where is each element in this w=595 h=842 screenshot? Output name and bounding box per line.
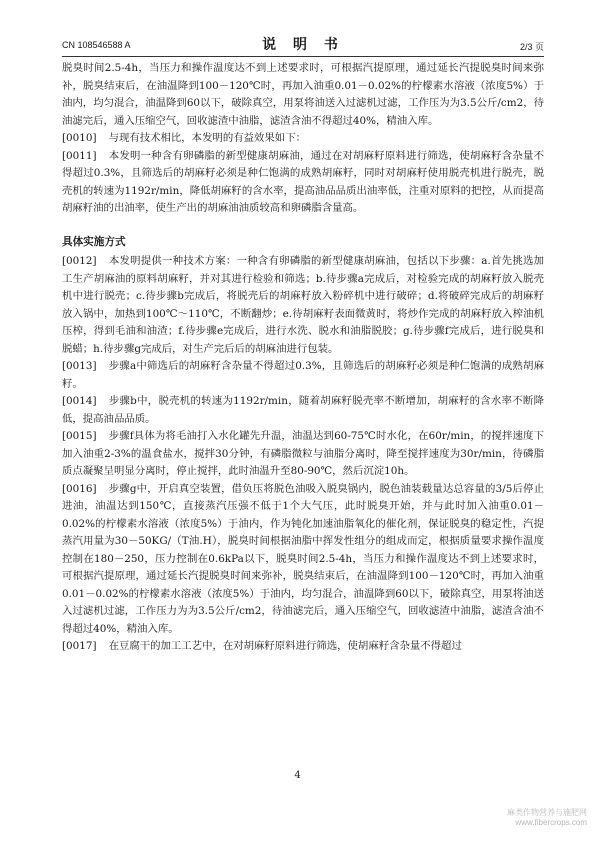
paragraph-text: 步骤b中，脱壳机的转速为1192r/min，随着胡麻籽脱壳率不断增加，胡麻籽的含水率不断降低，提高油品品质。	[62, 395, 544, 425]
numbered-paragraph	[62, 481, 544, 639]
paragraph-text: 步骤a中筛选后的胡麻籽含杂量不得超过0.3%，且筛选后的胡麻籽必须是种仁饱满的成熟胡麻籽。	[62, 360, 544, 390]
intro-paragraph: 脱臭时间2.5-4h，当压力和操作温度达不到上述要求时，可根据汽提原理，通过延长汽提脱臭时间来弥补，脱臭结束后，在油温降到100－120℃时，再加入油重0.01－0.02%的柠檬素水溶液（浓度5%）于油内，均匀混合，油温降到60以下，破除真空，用泵将油送入过滤机过滤，工作压为为3.5公斤/cm2，待油滤完后，通入压缩空气，回收滤渣中油脂，滤渣含油不得超过40%，精油入库。	[62, 62, 544, 127]
page-indicator: 2/3 页	[519, 42, 544, 52]
paragraph-group-embodiment	[62, 253, 544, 656]
paragraph-number: [0012]	[62, 255, 97, 267]
patent-number: CN 108546588 A	[62, 40, 131, 50]
watermark-line-1: 麻类作物营养与施肥网	[507, 808, 587, 817]
paragraph-text: 与现有技术相比，本发明的有益效果如下：	[108, 132, 306, 144]
page-number: 4	[294, 770, 301, 781]
paragraph-number: [0014]	[62, 395, 97, 407]
paragraph-text: 步骤f具体为将毛油打入水化罐先升温，油温达到60-75℃时水化，在60r/min，的搅拌速度下加入油重2-3%的温食盐水，搅拌30分钟，有磷脂微粒与油脂分离时，降至搅拌速度为30r/min，待磷脂质点凝聚呈明显分离时，停止搅拌，此时油温升至80-90℃，然后沉淀10h。	[62, 430, 544, 477]
numbered-paragraph	[62, 358, 544, 393]
paragraph-number: [0011]	[62, 149, 97, 162]
paragraph-text: 本发明提供一种技术方案：一种含有卵磷脂的新型健康胡麻油，包括以下步骤：a.首先挑选加工生产胡麻油的原料胡麻籽，并对其进行检验和筛选；b.待步骤a完成后，对检验完成的胡麻籽放入脱壳机中进行脱壳；c.待步骤b完成后，将脱壳后的胡麻籽放入粉碎机中进行破碎；d.将破碎完成后的胡麻籽放入锅中，加热到100℃～110℃，不断翻炒；e.待胡麻籽表面微黄时，将炒作完成的胡麻籽放入榨油机压榨，得到毛油和油渣；f.待步骤e完成后，进行水洗、脱水和油脂脱胶；g.待步骤f完成后，进行脱臭和脱蜡；h.待步骤g完成后，对生产完后后的胡麻油进行包装。	[62, 255, 544, 355]
paragraph-group-advantages	[62, 130, 544, 218]
paragraph-number: [0016]	[62, 482, 97, 495]
page-header	[62, 30, 544, 52]
paragraph-number: [0015]	[62, 430, 97, 442]
document-title: 说 明 书	[262, 37, 344, 53]
site-watermark	[507, 808, 587, 828]
paragraph-text: 本发明一种含有卵磷脂的新型健康胡麻油，通过在对胡麻籽原料进行筛选，使胡麻籽含杂量不得超过0.3%，且筛选后的胡麻籽必须是种仁饱满的成熟胡麻籽，同时对胡麻籽使用脱壳机进行脱壳，脱壳机的转速为1192r/min，降低胡麻籽的含水率，提高油品品质出油率低，注重对原料的把控，从而提高胡麻籽油的出油率，使生产出的胡麻油油质较高和卵磷脂含量高。	[62, 149, 544, 214]
numbered-paragraph	[62, 148, 544, 218]
paragraph-number: [0013]	[62, 360, 97, 372]
paragraph-text: 步骤g中，开启真空装置，借负压将脱色油吸入脱臭锅内，脱色油装载量达总容量的3/5后停止进油，油温达到150℃，直接蒸汽压强不低于1个大气压，此时脱臭开始，并与此时加入油重0.01－0.02%的柠檬素水溶液（浓度5%）于油内，作为钝化加速油脂氧化的催化剂，保证脱臭的稳定性，汽提蒸汽用量为30－50KG/（T油.H），脱臭时间根据油脂中挥发性组分的组成而定，根据质量要求操作温度控制在180－250，压力控制在0.6kPa以下，脱臭时间2.5-4h，当压力和操作温度达不到上述要求时，可根据汽提原理，通过延长汽提脱臭时间来弥补，脱臭结束后，在油温降到100－120℃时，再加入油重0.01－0.02%的柠檬素水溶液（浓度5%）于油内，均匀混合，油温降到60以下，破除真空，用泵将油送入过滤机过滤，工作压力为为3.5公斤/cm2，待油滤完后，通入压缩空气，回收滤渣中油脂，滤渣含油不得超过40%，精油入库。	[62, 482, 544, 635]
numbered-paragraph	[62, 428, 544, 481]
document-body	[62, 60, 544, 656]
header-divider	[62, 56, 544, 57]
numbered-paragraph	[62, 393, 544, 428]
section-heading: 具体实施方式	[62, 235, 126, 248]
paragraph-text: 在豆腐干的加工工艺中，在对胡麻籽原料进行筛选，使胡麻籽含杂量不得超过	[108, 640, 462, 652]
numbered-paragraph	[62, 253, 544, 358]
numbered-paragraph	[62, 130, 544, 148]
paragraph-number: [0010]	[62, 132, 97, 144]
paragraph-number: [0017]	[62, 640, 97, 652]
watermark-line-2: www.fibercrops.com	[515, 818, 587, 827]
numbered-paragraph	[62, 638, 544, 656]
